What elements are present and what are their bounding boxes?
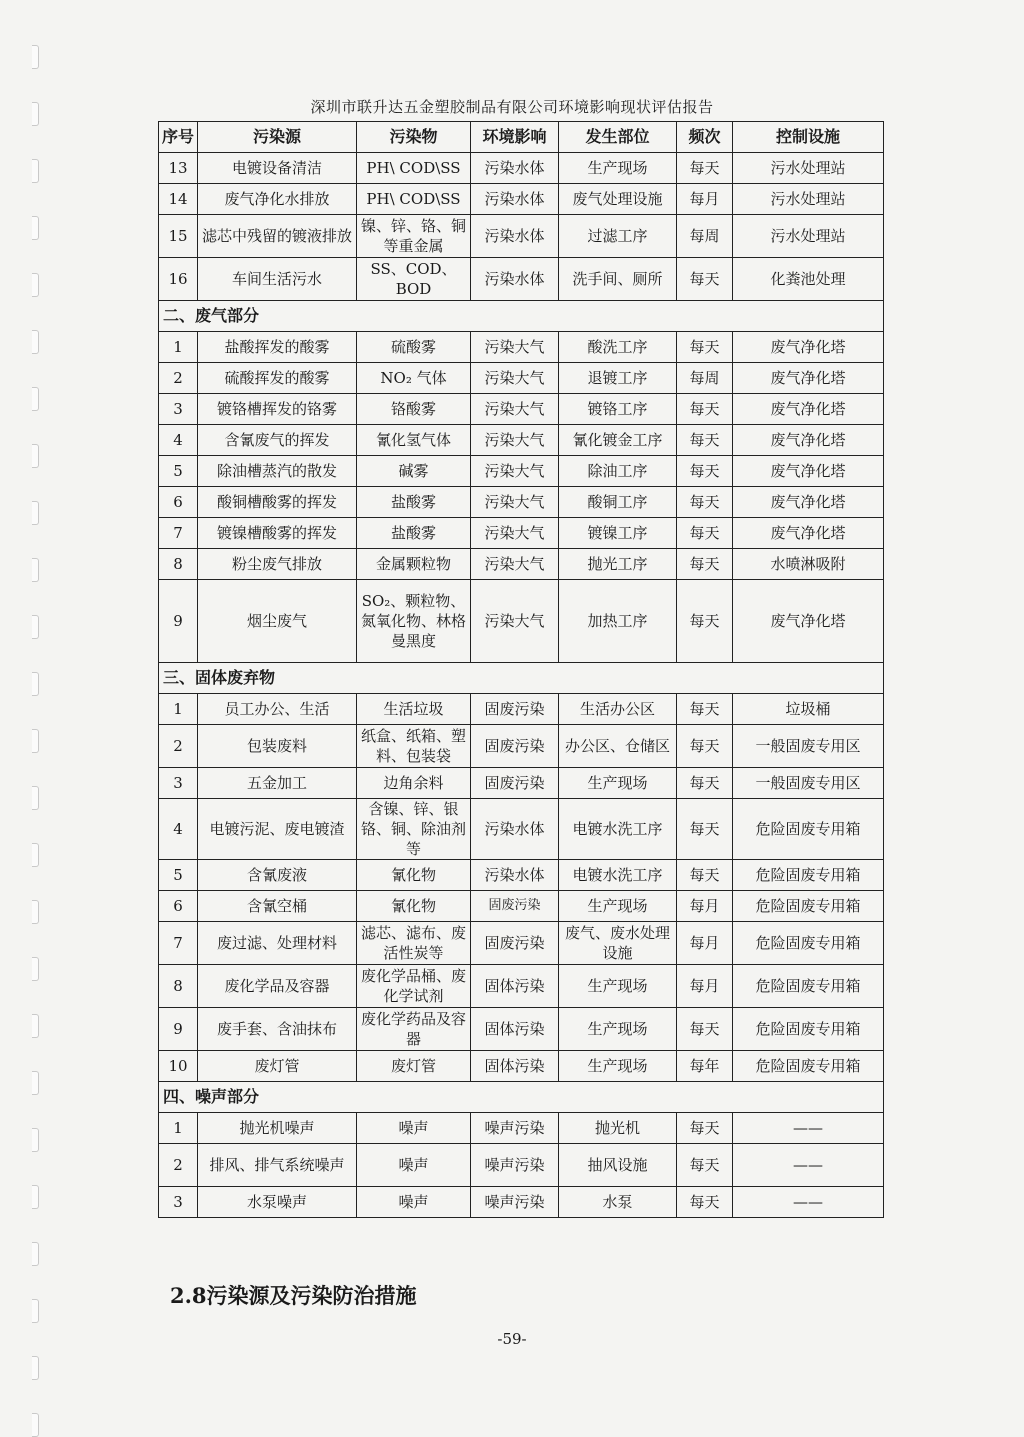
cell-frequency: 每天 <box>677 1187 733 1218</box>
cell-frequency: 每天 <box>677 694 733 725</box>
cell-pollutant: SO₂、颗粒物、氮氧化物、林格曼黑度 <box>357 580 471 663</box>
cell-no: 1 <box>159 1113 198 1144</box>
cell-impact: 固废污染 <box>471 922 559 965</box>
cell-frequency: 每天 <box>677 1008 733 1051</box>
cell-impact: 污染大气 <box>471 487 559 518</box>
table-row <box>159 215 884 258</box>
cell-control: 污水处理站 <box>733 184 884 215</box>
binding-hole <box>32 1128 39 1152</box>
cell-no: 6 <box>159 891 198 922</box>
cell-control: 废气净化塔 <box>733 456 884 487</box>
col-header-control: 控制设施 <box>733 122 884 153</box>
binding-hole <box>32 1356 39 1380</box>
cell-location: 水泵 <box>559 1187 677 1218</box>
col-header-frequency: 频次 <box>677 122 733 153</box>
cell-location: 加热工序 <box>559 580 677 663</box>
table-row <box>159 425 884 456</box>
cell-location: 抽风设施 <box>559 1144 677 1187</box>
table-body <box>159 153 884 1218</box>
cell-frequency: 每天 <box>677 580 733 663</box>
cell-no: 16 <box>159 258 198 301</box>
cell-frequency: 每天 <box>677 487 733 518</box>
cell-impact: 污染水体 <box>471 799 559 860</box>
binding-hole <box>32 615 39 639</box>
cell-pollutant: 废灯管 <box>357 1051 471 1082</box>
cell-no: 10 <box>159 1051 198 1082</box>
cell-location: 洗手间、厕所 <box>559 258 677 301</box>
cell-location: 生产现场 <box>559 965 677 1008</box>
cell-control: 废气净化塔 <box>733 580 884 663</box>
cell-control: 危险固废专用箱 <box>733 922 884 965</box>
cell-impact: 污染水体 <box>471 258 559 301</box>
cell-frequency: 每天 <box>677 860 733 891</box>
cell-impact: 固废污染 <box>471 768 559 799</box>
cell-impact: 污染大气 <box>471 363 559 394</box>
cell-impact: 固体污染 <box>471 1008 559 1051</box>
col-header-source: 污染源 <box>198 122 357 153</box>
cell-control: —— <box>733 1187 884 1218</box>
cell-source: 废过滤、处理材料 <box>198 922 357 965</box>
cell-pollutant: 金属颗粒物 <box>357 549 471 580</box>
col-header-pollutant: 污染物 <box>357 122 471 153</box>
table-row <box>159 394 884 425</box>
cell-source: 粉尘废气排放 <box>198 549 357 580</box>
cell-no: 2 <box>159 363 198 394</box>
cell-source: 抛光机噪声 <box>198 1113 357 1144</box>
cell-source: 电镀设备清洁 <box>198 153 357 184</box>
cell-location: 退镀工序 <box>559 363 677 394</box>
cell-source: 除油槽蒸汽的散发 <box>198 456 357 487</box>
cell-pollutant: 噪声 <box>357 1144 471 1187</box>
binding-hole <box>32 729 39 753</box>
cell-source: 含氰废液 <box>198 860 357 891</box>
cell-no: 2 <box>159 725 198 768</box>
binding-hole <box>32 786 39 810</box>
cell-source: 镀铬槽挥发的铬雾 <box>198 394 357 425</box>
cell-frequency: 每天 <box>677 768 733 799</box>
binding-hole <box>32 1299 39 1323</box>
col-header-location: 发生部位 <box>559 122 677 153</box>
binding-hole <box>32 444 39 468</box>
cell-no: 7 <box>159 518 198 549</box>
cell-no: 9 <box>159 1008 198 1051</box>
cell-impact: 污染水体 <box>471 215 559 258</box>
cell-source: 镀镍槽酸雾的挥发 <box>198 518 357 549</box>
cell-location: 镀镍工序 <box>559 518 677 549</box>
cell-impact: 固体污染 <box>471 1051 559 1082</box>
binding-hole <box>32 900 39 924</box>
cell-control: 废气净化塔 <box>733 363 884 394</box>
cell-frequency: 每月 <box>677 965 733 1008</box>
cell-pollutant: 盐酸雾 <box>357 487 471 518</box>
col-header-impact: 环境影响 <box>471 122 559 153</box>
cell-impact: 污染水体 <box>471 153 559 184</box>
cell-control: 危险固废专用箱 <box>733 860 884 891</box>
cell-frequency: 每天 <box>677 456 733 487</box>
cell-source: 滤芯中残留的镀液排放 <box>198 215 357 258</box>
cell-pollutant: 盐酸雾 <box>357 518 471 549</box>
binding-holes <box>30 0 44 1431</box>
cell-control: 危险固废专用箱 <box>733 799 884 860</box>
section-title: 三、固体废弃物 <box>159 663 884 694</box>
cell-control: 污水处理站 <box>733 215 884 258</box>
cell-location: 生产现场 <box>559 1008 677 1051</box>
cell-source: 车间生活污水 <box>198 258 357 301</box>
table-row <box>159 1144 884 1187</box>
cell-location: 氰化镀金工序 <box>559 425 677 456</box>
cell-pollutant: NO₂ 气体 <box>357 363 471 394</box>
cell-control: 危险固废专用箱 <box>733 1008 884 1051</box>
cell-control: 一般固废专用区 <box>733 768 884 799</box>
section-row <box>159 301 884 332</box>
binding-hole <box>32 558 39 582</box>
binding-hole <box>32 216 39 240</box>
cell-location: 酸铜工序 <box>559 487 677 518</box>
cell-source: 酸铜槽酸雾的挥发 <box>198 487 357 518</box>
table-row <box>159 456 884 487</box>
section-title: 四、噪声部分 <box>159 1082 884 1113</box>
cell-frequency: 每年 <box>677 1051 733 1082</box>
table-row <box>159 153 884 184</box>
cell-no: 13 <box>159 153 198 184</box>
cell-pollutant: 滤芯、滤布、废活性炭等 <box>357 922 471 965</box>
cell-no: 5 <box>159 456 198 487</box>
cell-pollutant: 氰化物 <box>357 860 471 891</box>
cell-no: 2 <box>159 1144 198 1187</box>
cell-no: 15 <box>159 215 198 258</box>
table-row <box>159 891 884 922</box>
table-row <box>159 725 884 768</box>
table-row <box>159 1187 884 1218</box>
cell-frequency: 每天 <box>677 332 733 363</box>
cell-frequency: 每天 <box>677 1144 733 1187</box>
cell-source: 硫酸挥发的酸雾 <box>198 363 357 394</box>
cell-impact: 污染大气 <box>471 580 559 663</box>
binding-hole <box>32 387 39 411</box>
cell-control: 一般固废专用区 <box>733 725 884 768</box>
cell-source: 盐酸挥发的酸雾 <box>198 332 357 363</box>
cell-frequency: 每周 <box>677 363 733 394</box>
cell-impact: 噪声污染 <box>471 1144 559 1187</box>
cell-control: 化粪池处理 <box>733 258 884 301</box>
section-heading: 2.8污染源及污染防治措施 <box>170 1283 417 1308</box>
cell-frequency: 每天 <box>677 425 733 456</box>
table-row <box>159 694 884 725</box>
cell-control: 危险固废专用箱 <box>733 1051 884 1082</box>
cell-pollutant: 硫酸雾 <box>357 332 471 363</box>
cell-location: 生产现场 <box>559 768 677 799</box>
table-row <box>159 487 884 518</box>
binding-hole <box>32 1413 39 1437</box>
page-number: -59- <box>497 1330 527 1348</box>
cell-pollutant: PH\ COD\SS <box>357 153 471 184</box>
table-header-row <box>159 122 884 153</box>
cell-control: 废气净化塔 <box>733 394 884 425</box>
cell-pollutant: 废化学药品及容器 <box>357 1008 471 1051</box>
cell-source: 废化学品及容器 <box>198 965 357 1008</box>
cell-impact: 污染大气 <box>471 549 559 580</box>
cell-location: 镀铬工序 <box>559 394 677 425</box>
cell-no: 7 <box>159 922 198 965</box>
cell-pollutant: 噪声 <box>357 1187 471 1218</box>
cell-source: 员工办公、生活 <box>198 694 357 725</box>
cell-pollutant: 含镍、锌、银铬、铜、除油剂等 <box>357 799 471 860</box>
table-row <box>159 1051 884 1082</box>
cell-source: 五金加工 <box>198 768 357 799</box>
cell-location: 抛光工序 <box>559 549 677 580</box>
cell-pollutant: 铬酸雾 <box>357 394 471 425</box>
table-row <box>159 768 884 799</box>
cell-frequency: 每天 <box>677 725 733 768</box>
cell-no: 14 <box>159 184 198 215</box>
cell-control: 水喷淋吸附 <box>733 549 884 580</box>
cell-location: 电镀水洗工序 <box>559 860 677 891</box>
binding-hole <box>32 1185 39 1209</box>
cell-pollutant: 废化学品桶、废化学试剂 <box>357 965 471 1008</box>
cell-source: 含氰空桶 <box>198 891 357 922</box>
cell-impact: 污染大气 <box>471 518 559 549</box>
cell-source: 废灯管 <box>198 1051 357 1082</box>
cell-location: 过滤工序 <box>559 215 677 258</box>
cell-control: 污水处理站 <box>733 153 884 184</box>
cell-pollutant: 边角余料 <box>357 768 471 799</box>
cell-frequency: 每天 <box>677 258 733 301</box>
table-row <box>159 518 884 549</box>
cell-frequency: 每天 <box>677 1113 733 1144</box>
cell-location: 酸洗工序 <box>559 332 677 363</box>
cell-control: 废气净化塔 <box>733 487 884 518</box>
section-row <box>159 1082 884 1113</box>
binding-hole <box>32 1071 39 1095</box>
cell-source: 水泵噪声 <box>198 1187 357 1218</box>
cell-frequency: 每周 <box>677 215 733 258</box>
table-row <box>159 580 884 663</box>
cell-location: 生产现场 <box>559 153 677 184</box>
cell-pollutant: 镍、锌、铬、铜等重金属 <box>357 215 471 258</box>
table-row <box>159 363 884 394</box>
table-row <box>159 1113 884 1144</box>
cell-control: 危险固废专用箱 <box>733 965 884 1008</box>
cell-source: 含氰废气的挥发 <box>198 425 357 456</box>
cell-no: 6 <box>159 487 198 518</box>
pollution-table-wrapper <box>158 121 883 1218</box>
cell-location: 生活办公区 <box>559 694 677 725</box>
cell-no: 3 <box>159 768 198 799</box>
cell-impact: 污染大气 <box>471 456 559 487</box>
table-row <box>159 799 884 860</box>
cell-location: 电镀水洗工序 <box>559 799 677 860</box>
binding-hole <box>32 672 39 696</box>
cell-no: 8 <box>159 965 198 1008</box>
binding-hole <box>32 501 39 525</box>
table-row <box>159 258 884 301</box>
cell-control: 垃圾桶 <box>733 694 884 725</box>
binding-hole <box>32 159 39 183</box>
cell-source: 排风、排气系统噪声 <box>198 1144 357 1187</box>
cell-impact: 污染大气 <box>471 332 559 363</box>
pollution-source-table <box>158 121 884 1218</box>
cell-pollutant: 氰化氢气体 <box>357 425 471 456</box>
cell-impact: 噪声污染 <box>471 1113 559 1144</box>
table-row <box>159 1008 884 1051</box>
cell-location: 抛光机 <box>559 1113 677 1144</box>
cell-control: 废气净化塔 <box>733 425 884 456</box>
cell-source: 废手套、含油抹布 <box>198 1008 357 1051</box>
cell-source: 废气净化水排放 <box>198 184 357 215</box>
cell-location: 废气、废水处理设施 <box>559 922 677 965</box>
cell-impact: 污染水体 <box>471 184 559 215</box>
cell-location: 废气处理设施 <box>559 184 677 215</box>
binding-hole <box>32 273 39 297</box>
cell-source: 包装废料 <box>198 725 357 768</box>
cell-no: 9 <box>159 580 198 663</box>
binding-hole <box>32 1014 39 1038</box>
cell-pollutant: 生活垃圾 <box>357 694 471 725</box>
col-header-no: 序号 <box>159 122 198 153</box>
cell-frequency: 每天 <box>677 394 733 425</box>
cell-pollutant: PH\ COD\SS <box>357 184 471 215</box>
table-row <box>159 860 884 891</box>
cell-no: 3 <box>159 1187 198 1218</box>
cell-source: 电镀污泥、废电镀渣 <box>198 799 357 860</box>
table-row <box>159 332 884 363</box>
cell-pollutant: 碱雾 <box>357 456 471 487</box>
cell-no: 1 <box>159 694 198 725</box>
cell-control: 废气净化塔 <box>733 332 884 363</box>
cell-pollutant: 纸盒、纸箱、塑料、包装袋 <box>357 725 471 768</box>
cell-no: 5 <box>159 860 198 891</box>
cell-location: 办公区、仓储区 <box>559 725 677 768</box>
table-row <box>159 549 884 580</box>
table-row <box>159 922 884 965</box>
cell-impact: 固废污染 <box>471 694 559 725</box>
cell-no: 8 <box>159 549 198 580</box>
cell-control: 危险固废专用箱 <box>733 891 884 922</box>
cell-location: 生产现场 <box>559 1051 677 1082</box>
cell-impact: 固废污染 <box>471 725 559 768</box>
cell-frequency: 每天 <box>677 518 733 549</box>
binding-hole <box>32 843 39 867</box>
table-row <box>159 965 884 1008</box>
table-row <box>159 184 884 215</box>
cell-impact: 污染水体 <box>471 860 559 891</box>
binding-hole <box>32 957 39 981</box>
cell-no: 4 <box>159 425 198 456</box>
section-row <box>159 663 884 694</box>
cell-pollutant: SS、COD、BOD <box>357 258 471 301</box>
cell-impact: 污染大气 <box>471 394 559 425</box>
cell-control: —— <box>733 1113 884 1144</box>
cell-pollutant: 噪声 <box>357 1113 471 1144</box>
cell-frequency: 每天 <box>677 799 733 860</box>
cell-no: 3 <box>159 394 198 425</box>
cell-control: 废气净化塔 <box>733 518 884 549</box>
cell-frequency: 每天 <box>677 549 733 580</box>
cell-impact: 固体污染 <box>471 965 559 1008</box>
cell-impact: 固废污染 <box>471 891 559 922</box>
cell-frequency: 每月 <box>677 891 733 922</box>
cell-location: 除油工序 <box>559 456 677 487</box>
binding-hole <box>32 45 39 69</box>
cell-source: 烟尘废气 <box>198 580 357 663</box>
page-header: 深圳市联升达五金塑胶制品有限公司环境影响现状评估报告 <box>310 98 714 116</box>
cell-impact: 污染大气 <box>471 425 559 456</box>
cell-frequency: 每天 <box>677 153 733 184</box>
binding-hole <box>32 330 39 354</box>
cell-impact: 噪声污染 <box>471 1187 559 1218</box>
binding-hole <box>32 1242 39 1266</box>
cell-frequency: 每月 <box>677 922 733 965</box>
cell-frequency: 每月 <box>677 184 733 215</box>
cell-no: 1 <box>159 332 198 363</box>
cell-pollutant: 氰化物 <box>357 891 471 922</box>
cell-control: —— <box>733 1144 884 1187</box>
section-title: 二、废气部分 <box>159 301 884 332</box>
cell-no: 4 <box>159 799 198 860</box>
cell-location: 生产现场 <box>559 891 677 922</box>
